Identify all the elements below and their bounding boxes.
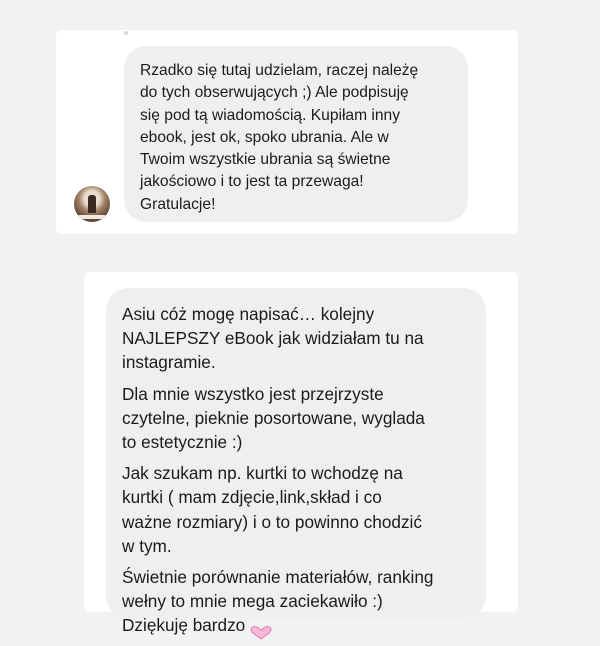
- message-line: Dla mnie wszystko jest przejrzyste: [122, 383, 384, 404]
- avatar[interactable]: [74, 186, 110, 222]
- message-line: czytelne, pieknie posortowane, wyglada: [122, 407, 425, 428]
- avatar-figure: [88, 195, 96, 213]
- message-line: Dziękuję bardzo: [122, 615, 246, 636]
- message-line: to estetycznie :): [122, 432, 243, 453]
- message-line: Świetnie porównanie materiałów, ranking: [122, 567, 434, 588]
- message-paragraph-partial: [122, 613, 486, 637]
- message-line: kurtki ( mam zdjęcie,link,skład i co: [122, 487, 382, 508]
- message-indicator-dot: [124, 31, 128, 35]
- message-line: się pod tą wiadomością. Kupiłam inny: [140, 106, 401, 124]
- message-paragraph: [122, 461, 486, 558]
- message-paragraph: [122, 382, 486, 455]
- message-paragraph: [122, 565, 486, 613]
- message-line: NAJLEPSZY eBook jak widziałam tu na: [122, 328, 424, 349]
- message-text: [140, 60, 468, 216]
- message-line: Asiu cóż mogę napisać… kolejny: [122, 304, 375, 324]
- message-bubble: [106, 288, 486, 636]
- message-line: Rzadko się tutaj udzielam, raczej należę: [140, 62, 419, 79]
- message-line: Twoim wszystkie ubrania są świetne: [140, 151, 391, 169]
- message-line: wełny to mnie mega zaciekawiło :): [122, 591, 383, 612]
- message-line: Gratulacje!: [140, 195, 216, 213]
- pink-heart-icon: [250, 622, 272, 636]
- message-line: ebook, jest ok, spoko ubrania. Ale w: [140, 128, 389, 146]
- message-bubble: [124, 46, 468, 222]
- avatar-base: [78, 215, 106, 219]
- message-line: jakościowo i to jest ta przewaga!: [140, 173, 364, 191]
- message-line: instagramie.: [122, 352, 216, 373]
- message-line: ważne rozmiary) i o to powinno chodzić: [122, 511, 422, 532]
- message-line: w tym.: [122, 535, 172, 556]
- message-line: do tych obserwujących ;) Ale podpisuję: [140, 84, 409, 102]
- message-line: Jak szukam np. kurtki to wchodzę na: [122, 463, 403, 484]
- message-paragraph: [122, 302, 486, 375]
